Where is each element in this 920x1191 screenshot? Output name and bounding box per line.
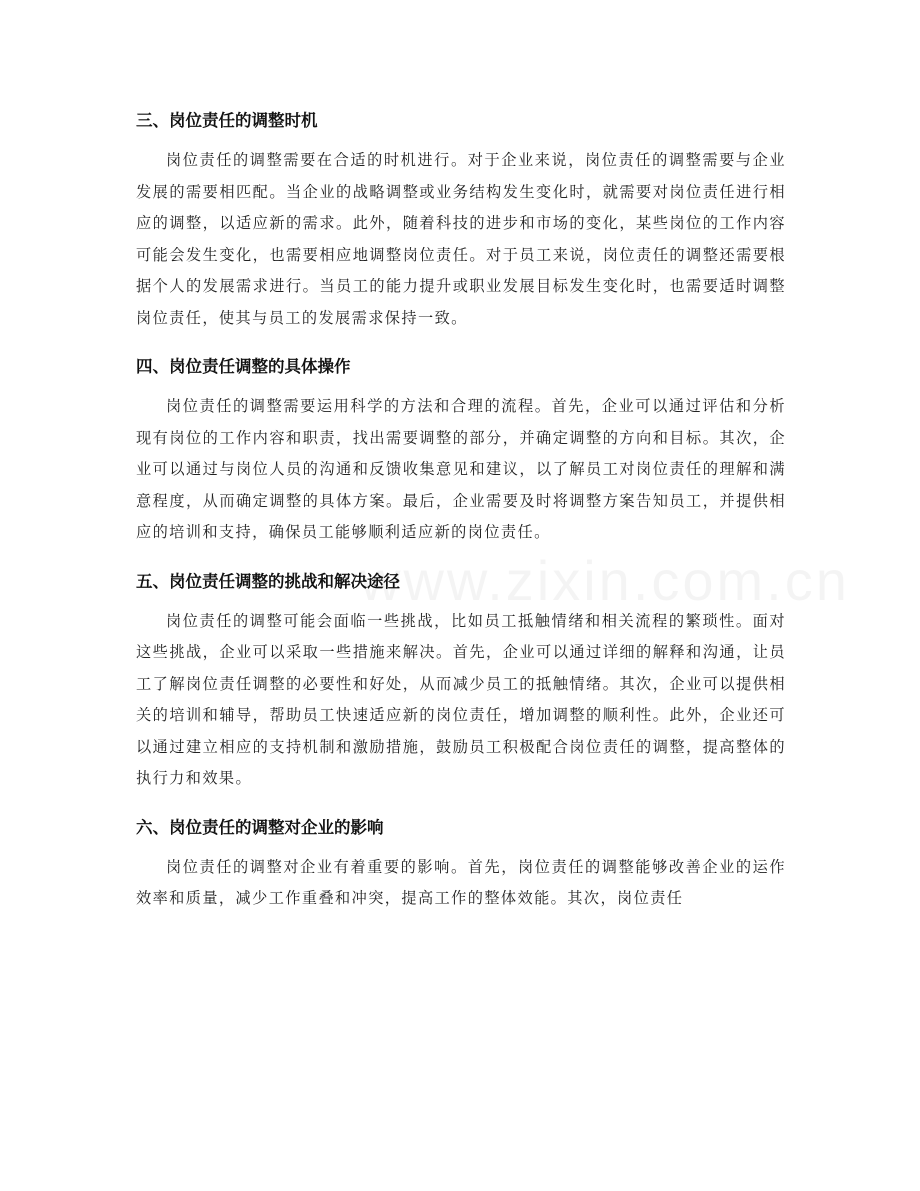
section-heading: 三、岗位责任的调整时机: [136, 111, 318, 130]
section-paragraph: 岗位责任的调整需要在合适的时机进行。对于企业来说，岗位责任的调整需要与企业发展的需要相匹配。当企业的战略调整或业务结构发生变化时，就需要对岗位责任进行相应的调整，以适应新的需求。此外，随着科技的进步和市场的变化，某些岗位的工作内容可能会发生变化，也需要相应地调整岗位责任。对于员工来说，岗位责任的调整还需要根据个人的发展需求进行。当员工的能力提升或职业发展目标发生变化时，也需要适时调整岗位责任，使其与员工的发展需求保持一致。: [136, 151, 786, 327]
section-4: [136, 346, 786, 549]
section-heading: 五、岗位责任调整的挑战和解决途径: [136, 571, 400, 591]
document-body: [136, 100, 786, 927]
section-6: [136, 807, 786, 915]
section-5: [136, 561, 786, 795]
section-heading: 四、岗位责任调整的具体操作: [136, 357, 351, 376]
section-paragraph: 岗位责任的调整可能会面临一些挑战，比如员工抵触情绪和相关流程的繁琐性。面对这些挑战，企业可以采取一些措施来解决。首先，企业可以通过详细的解释和沟通，让员工了解岗位责任调整的必要性和好处，从而减少员工的抵触情绪。其次，企业可以提供相关的培训和辅导，帮助员工快速适应新的岗位责任，增加调整的顺利性。此外，企业还可以通过建立相应的支持机制和激励措施，鼓励员工积极配合岗位责任的调整，提高整体的执行力和效果。: [136, 611, 786, 787]
section-paragraph: 岗位责任的调整需要运用科学的方法和合理的流程。首先，企业可以通过评估和分析现有岗位的工作内容和职责，找出需要调整的部分，并确定调整的方向和目标。其次，企业可以通过与岗位人员的沟通和反馈收集意见和建议，以了解员工对岗位责任的理解和满意程度，从而确定调整的具体方案。最后，企业需要及时将调整方案告知员工，并提供相应的培训和支持，确保员工能够顺利适应新的岗位责任。: [136, 397, 786, 541]
section-paragraph: 岗位责任的调整对企业有着重要的影响。首先，岗位责任的调整能够改善企业的运作效率和质量，减少工作重叠和冲突，提高工作的整体效能。其次，岗位责任: [136, 857, 786, 907]
section-heading: 六、岗位责任的调整对企业的影响: [136, 817, 384, 837]
section-3: [136, 100, 786, 334]
